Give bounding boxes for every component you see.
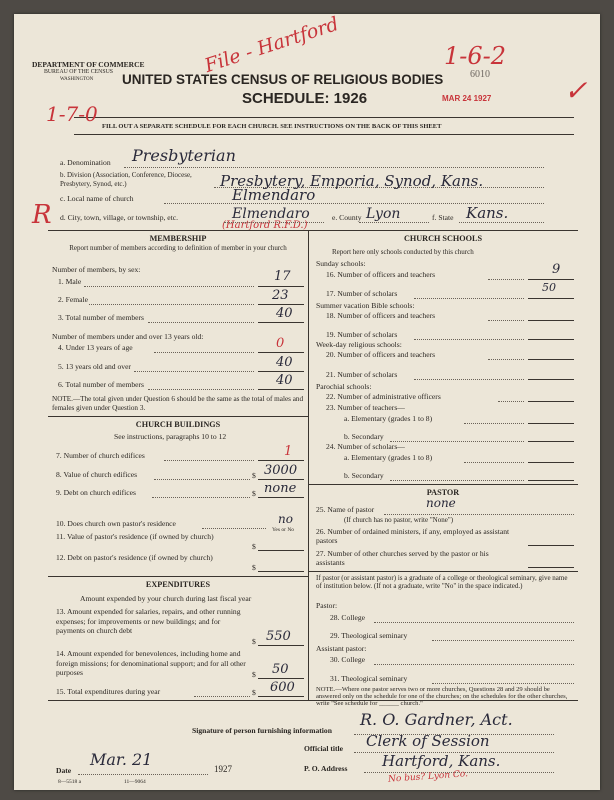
form-code-2: 11—9064 [124, 779, 146, 785]
pastor-heading: PASTOR [426, 488, 460, 497]
q1-value: 17 [274, 269, 291, 284]
local-name-label: c. Local name of church [60, 194, 134, 203]
letter-r: R [32, 200, 52, 230]
q29-label: 29. Theological seminary [330, 631, 408, 640]
form-title: UNITED STATES CENSUS OF RELIGIOUS BODIES [122, 72, 444, 87]
hartford-note: (Hartford R.F.D.) [222, 220, 308, 231]
dept-name: DEPARTMENT OF COMMERCE [32, 60, 145, 69]
denomination-label: a. Denomination [60, 158, 111, 167]
city-name: WASHINGTON [60, 77, 94, 82]
q23-label: 23. Number of teachers— [326, 403, 405, 412]
q6-value: 40 [276, 373, 293, 388]
membership-heading: MEMBERSHIP [149, 234, 207, 243]
q30-label: 30. College [330, 655, 366, 664]
q17-label: 17. Number of scholars [326, 289, 398, 298]
q28-label: 28. College [330, 613, 366, 622]
check-mark: ✓ [564, 74, 588, 107]
expenditures-subheading: Amount expended by your church during last fiscal year [80, 594, 252, 603]
pastor-note: NOTE.—Where one pastor serves two or more churches, Questions 28 and 29 should be answered only on the schedule for one of the churches; on the schedules for the other churches, write "See schedule for ______ church." [316, 686, 568, 708]
county-value: Lyon [366, 206, 401, 222]
title-label: Official title [304, 744, 344, 753]
q20-label: 20. Number of officers and teachers [326, 350, 436, 359]
code-top-right: 1-6-2 [444, 42, 507, 70]
q22-label: 22. Number of administrative officers [326, 392, 441, 401]
signature-label: Signature of person furnishing information [192, 726, 332, 735]
address-value: Hartford, Kans. [382, 752, 501, 770]
members-by-sex: Number of members, by sex: [52, 265, 141, 274]
expenditures-heading: EXPENDITURES [145, 580, 211, 589]
q6-label: 6. Total number of members [58, 380, 145, 389]
q18-label: 18. Number of officers and teachers [326, 311, 436, 320]
q8-label: 8. Value of church edifices [56, 470, 138, 479]
parochial-schools: Parochial schools: [316, 382, 372, 391]
q13-dollar: $ [252, 637, 256, 646]
division-label: b. Division (Association, Conference, Diocese, Presbytery, Synod, etc.) [60, 171, 192, 188]
q2-value: 23 [272, 288, 289, 303]
state-label: f. State [432, 213, 454, 222]
schools-heading: CHURCH SCHOOLS [403, 234, 483, 243]
schools-subheading: Report here only schools conducted by this church [332, 248, 474, 256]
membership-note: NOTE.—The total given under Question 6 should be the same as the total of males and females given under Question 3. [52, 395, 304, 412]
q26-label: 26. Number of ordained ministers, if any, employed as assistant pastors [316, 527, 510, 545]
q8-dollar: $ [252, 471, 256, 480]
q9-value: none [264, 481, 297, 496]
q15-value: 600 [270, 680, 295, 695]
census-schedule-form [14, 14, 600, 790]
date-year: 1927 [214, 764, 232, 774]
q8-value: 3000 [264, 463, 298, 478]
number-stamp: 6010 [470, 69, 490, 80]
denomination-value: Presbyterian [132, 146, 236, 165]
q3-label: 3. Total number of members [58, 313, 145, 322]
q24a-label: a. Elementary (grades 1 to 8) [344, 453, 433, 462]
title-value: Clerk of Session [366, 732, 490, 750]
city-label: d. City, town, village, or township, etc. [60, 213, 179, 222]
division-value: Presbytery, Emporia, Synod, Kans. [220, 172, 484, 190]
address-note: No bus? Lyon Co. [387, 769, 469, 785]
q7-label: 7. Number of church edifices [56, 451, 145, 460]
schedule-title: SCHEDULE: 1926 [242, 90, 368, 107]
instructions-line: FILL OUT A SEPARATE SCHEDULE FOR EACH CHURCH. SEE INSTRUCTIONS ON THE BACK OF THIS SHEET [102, 123, 442, 130]
buildings-heading: CHURCH BUILDINGS [135, 420, 221, 429]
q14-label: 14. Amount expended for benevolences, including home and foreign missions; for denominational support; and for all other purposes [56, 649, 246, 677]
city-value: Elmendaro [232, 206, 310, 222]
signature-value: R. O. Gardner, Act. [360, 710, 513, 729]
q15-label: 15. Total expenditures during year [56, 687, 161, 696]
q25-value: none [426, 496, 456, 510]
q1-label: 1. Male [58, 277, 82, 286]
assistant-subsection: Assistant pastor: [316, 644, 367, 653]
q10-label: 10. Does church own pastor's residence [56, 519, 176, 528]
q17-value: 50 [542, 281, 556, 294]
file-note: File - Hartford [202, 12, 342, 78]
q15-dollar: $ [252, 688, 256, 697]
q4-value: 0 [276, 336, 285, 351]
date-value: Mar. 21 [90, 750, 153, 769]
date-label: Date [56, 766, 72, 775]
buildings-subheading: See instructions, paragraphs 10 to 12 [114, 432, 227, 441]
q4-label: 4. Under 13 years of age [58, 343, 133, 352]
q16-label: 16. Number of officers and teachers [326, 270, 436, 279]
county-label: e. County [332, 213, 362, 222]
q13-value: 550 [266, 629, 291, 644]
q13-label: 13. Amount expended for salaries, repairs, and other running expenses; for improvements or new buildings; and for payments on church debt [56, 607, 241, 635]
q12-dollar: $ [252, 563, 256, 572]
state-value: Kans. [466, 204, 509, 222]
q7-value: 1 [284, 444, 293, 459]
q19-label: 19. Number of scholars [326, 330, 398, 339]
q10-value: no [278, 512, 293, 526]
q31-label: 31. Theological seminary [330, 674, 408, 683]
q23a-label: a. Elementary (grades 1 to 8) [344, 414, 433, 423]
membership-subheading: Report number of members according to definition of member in your church [69, 244, 287, 252]
q11-dollar: $ [252, 542, 256, 551]
q5-value: 40 [276, 355, 293, 370]
q11-label: 11. Value of pastor's residence (if owned by church) [56, 532, 214, 541]
local-name-value: Elmendaro [232, 186, 316, 204]
q25-hint: (If church has no pastor, write "None") [344, 516, 454, 524]
pastor-subsection: Pastor: [316, 601, 338, 610]
q14-value: 50 [272, 662, 289, 677]
q2-label: 2. Female [58, 295, 88, 304]
bureau-name: BUREAU OF THE CENSUS [44, 69, 113, 75]
graduate-note: If pastor (or assistant pastor) is a graduate of a college or theological seminary, give name of institution below. (If not a graduate, write "No" in the space indicated.) [316, 574, 568, 591]
q9-label: 9. Debt on church edifices [56, 488, 136, 497]
q9-dollar: $ [252, 489, 256, 498]
code-left: 1-7-0 [46, 102, 98, 126]
q23b-label: b. Secondary [344, 432, 384, 441]
q24-label: 24. Number of scholars— [326, 442, 405, 451]
q27-label: 27. Number of other churches served by the pastor or his assistants [316, 549, 489, 567]
q5-label: 5. 13 years old and over [58, 362, 131, 371]
received-date-stamp: MAR 24 1927 [442, 94, 492, 103]
q24b-label: b. Secondary [344, 471, 384, 480]
q16-value: 9 [552, 262, 561, 277]
sunday-schools: Sunday schools: [316, 259, 366, 268]
q3-value: 40 [276, 306, 293, 321]
age-intro: Number of members under and over 13 years old: [52, 332, 204, 341]
q25-label: 25. Name of pastor [316, 505, 375, 514]
summer-schools: Summer vacation Bible schools: [316, 301, 415, 310]
address-label: P. O. Address [304, 764, 348, 773]
q10-hint: Yes or No [272, 527, 295, 533]
q12-label: 12. Debt on pastor's residence (if owned by church) [56, 553, 213, 562]
q21-label: 21. Number of scholars [326, 370, 398, 379]
form-code-1: 8—5518 a [58, 779, 82, 785]
weekday-schools: Week-day religious schools: [316, 340, 402, 349]
q14-dollar: $ [252, 670, 256, 679]
